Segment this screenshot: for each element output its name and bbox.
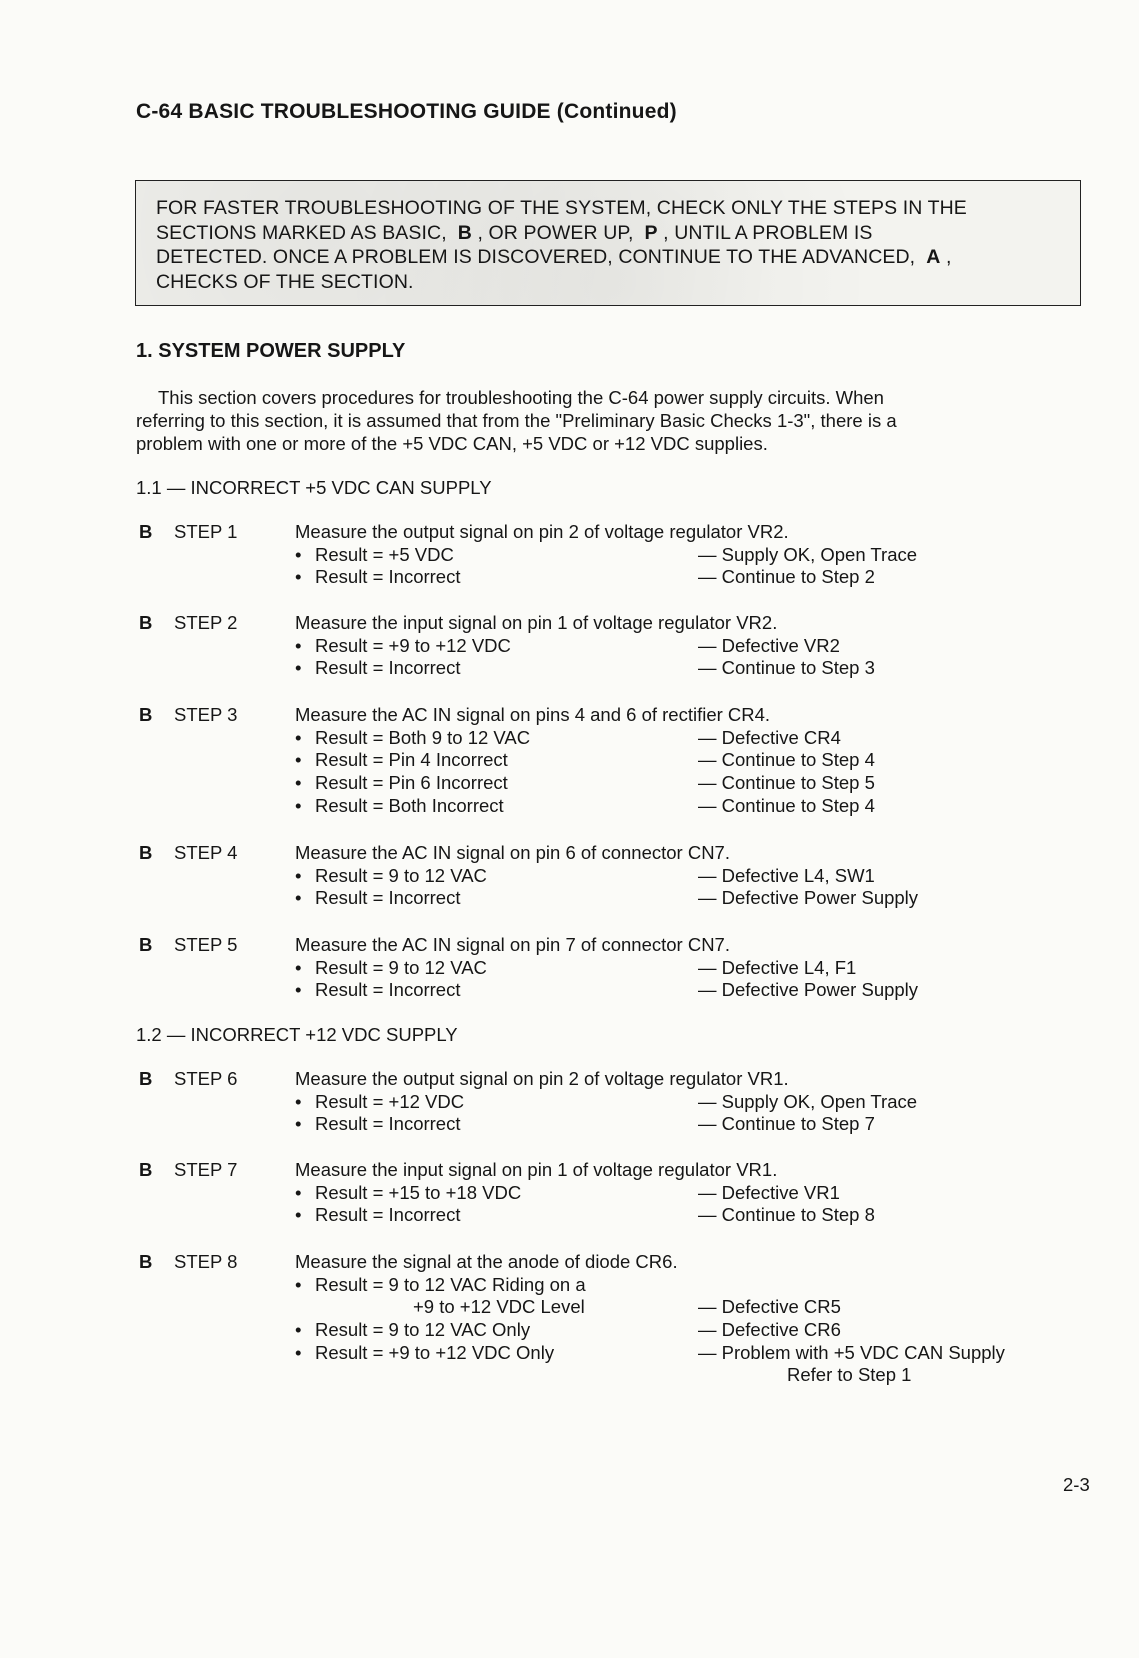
result-row: • Result = Incorrect — Continue to Step 2 <box>295 566 875 588</box>
bullet: • <box>295 979 302 1001</box>
bullet: • <box>295 657 302 679</box>
result-row: • Result = 9 to 12 VAC — Defective L4, F1 <box>295 956 857 978</box>
bullet: • <box>295 1181 302 1203</box>
basic-marker: B <box>139 1159 153 1180</box>
step-instruction: Measure the signal at the anode of diode CR6. <box>295 1251 678 1272</box>
step-label: STEP 1 <box>174 521 238 542</box>
result-row: • Result = Both 9 to 12 VAC — Defective CR4 <box>295 726 841 748</box>
subsection-heading: 1.1 — INCORRECT +5 VDC CAN SUPPLY <box>136 477 492 498</box>
bullet: • <box>295 772 302 794</box>
step-label: STEP 5 <box>174 934 238 955</box>
result-row: • Result = Incorrect — Continue to Step 3 <box>295 657 875 679</box>
result-row: • Result = 9 to 12 VAC — Defective L4, SW1 <box>295 864 875 886</box>
result-row: • Result = Incorrect — Continue to Step 7 <box>295 1113 875 1135</box>
bullet: • <box>295 749 302 771</box>
page-title: C-64 BASIC TROUBLESHOOTING GUIDE (Continued) <box>136 100 677 123</box>
refer-row: Refer to Step 1 <box>787 1364 912 1386</box>
result-row: • Result = +15 to +18 VDC — Defective VR1 <box>295 1181 840 1203</box>
basic-marker: B <box>139 612 153 633</box>
step-instruction: Measure the AC IN signal on pin 7 of connector CN7. <box>295 934 730 955</box>
bullet: • <box>295 1113 302 1135</box>
notice-line-2: SECTIONS MARKED AS BASIC, B , OR POWER UP, P , UNTIL A PROBLEM IS <box>156 221 873 244</box>
basic-marker: B <box>139 1068 153 1089</box>
bullet: • <box>295 1319 302 1341</box>
notice-box <box>135 180 1081 306</box>
basic-marker: B <box>139 704 153 725</box>
step-instruction: Measure the AC IN signal on pin 6 of connector CN7. <box>295 842 730 863</box>
result-row: • Result = 9 to 12 VAC Riding on a <box>295 1273 586 1295</box>
notice-line-3: DETECTED. ONCE A PROBLEM IS DISCOVERED, CONTINUE TO THE ADVANCED, A , <box>156 246 952 268</box>
step-label: STEP 4 <box>174 842 238 863</box>
result-row-continued: +9 to +12 VDC Level — Defective CR5 <box>413 1296 841 1318</box>
power-up-key: P <box>644 221 658 244</box>
result-row: • Result = Pin 4 Incorrect — Continue to Step 4 <box>295 749 875 771</box>
bullet: • <box>295 726 302 748</box>
bullet: • <box>295 634 302 656</box>
result-row: • Result = +5 VDC — Supply OK, Open Trace <box>295 543 918 565</box>
step-label: STEP 3 <box>174 704 238 725</box>
result-row: • Result = Incorrect — Defective Power Supply <box>295 887 919 909</box>
result-row: • Result = +9 to +12 VDC — Defective VR2 <box>295 634 840 656</box>
notice-line-1: FOR FASTER TROUBLESHOOTING OF THE SYSTEM, CHECK ONLY THE STEPS IN THE <box>156 197 967 219</box>
advanced-key: A <box>926 246 941 268</box>
result-row: • Result = Incorrect — Defective Power Supply <box>295 979 919 1001</box>
step-label: STEP 7 <box>174 1159 238 1180</box>
step-label: STEP 2 <box>174 612 238 633</box>
step-instruction: Measure the output signal on pin 2 of voltage regulator VR1. <box>295 1068 789 1089</box>
bullet: • <box>295 566 302 588</box>
basic-marker: B <box>139 1251 153 1272</box>
step-instruction: Measure the input signal on pin 1 of voltage regulator VR2. <box>295 612 778 633</box>
step-instruction: Measure the input signal on pin 1 of voltage regulator VR1. <box>295 1159 778 1180</box>
section-intro: This section covers procedures for troubleshooting the C-64 power supply circuits. When referring to this section, it is assumed that from the "Preliminary Basic Checks 1-3", there is a problem with one or more of the +5 VDC CAN, +5 VDC or +12 VDC supplies. <box>136 387 897 454</box>
bullet: • <box>295 1273 302 1295</box>
bullet: • <box>295 543 302 565</box>
step-label: STEP 6 <box>174 1068 238 1089</box>
subsection-heading: 1.2 — INCORRECT +12 VDC SUPPLY <box>136 1024 458 1045</box>
result-row: • Result = Both Incorrect — Continue to Step 4 <box>295 794 875 816</box>
result-row: • Result = 9 to 12 VAC Only — Defective CR6 <box>295 1319 841 1341</box>
bullet: • <box>295 864 302 886</box>
page-number: 2-3 <box>1063 1474 1090 1495</box>
result-row: • Result = +9 to +12 VDC Only — Problem with +5 VDC CAN Supply <box>295 1341 1005 1363</box>
result-row: • Result = +12 VDC — Supply OK, Open Trace <box>295 1090 918 1112</box>
result-row: • Result = Incorrect — Continue to Step 8 <box>295 1204 875 1226</box>
notice-line-4: CHECKS OF THE SECTION. <box>156 270 414 293</box>
bullet: • <box>295 794 302 816</box>
bullet: • <box>295 956 302 978</box>
section-heading: 1. SYSTEM POWER SUPPLY <box>136 340 406 362</box>
bullet: • <box>295 1204 302 1226</box>
bullet: • <box>295 1090 302 1112</box>
step-instruction: Measure the output signal on pin 2 of voltage regulator VR2. <box>295 521 789 542</box>
basic-marker: B <box>139 521 153 542</box>
basic-marker: B <box>139 842 153 863</box>
result-row: • Result = Pin 6 Incorrect — Continue to Step 5 <box>295 772 875 794</box>
bullet: • <box>295 887 302 909</box>
basic-key: B <box>457 221 472 244</box>
step-label: STEP 8 <box>174 1251 238 1272</box>
basic-marker: B <box>139 934 153 955</box>
step-instruction: Measure the AC IN signal on pins 4 and 6 of rectifier CR4. <box>295 704 771 725</box>
bullet: • <box>295 1341 302 1363</box>
